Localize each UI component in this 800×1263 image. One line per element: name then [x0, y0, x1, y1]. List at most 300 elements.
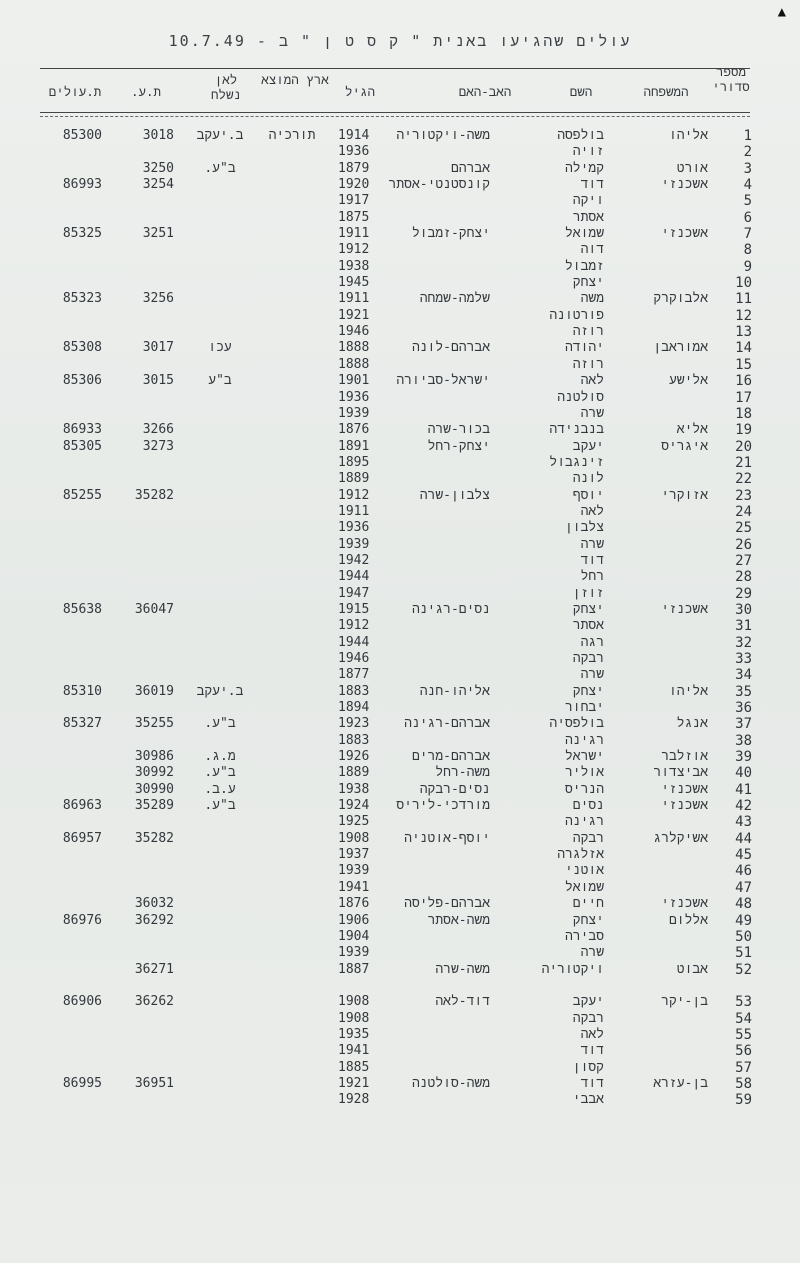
table-row	[0, 177, 800, 193]
family-name: אמוראבן	[653, 340, 708, 356]
row-number: 2	[743, 144, 752, 161]
table-row	[0, 406, 800, 422]
first-name: זויה	[572, 144, 604, 160]
birth-year: 1928	[338, 1092, 370, 1108]
first-name: קמילה	[564, 160, 604, 176]
parents-names: מורדכי-ליריס	[396, 798, 490, 814]
birth-year: 1923	[338, 716, 370, 732]
parents-names: אליהו-חנה	[419, 683, 490, 699]
birth-year: 1889	[338, 471, 370, 487]
table-row	[0, 700, 800, 716]
destination: עכו	[208, 340, 232, 356]
table-row	[0, 1027, 800, 1043]
first-name: דוה	[580, 242, 604, 258]
first-name: שמואל	[564, 879, 604, 895]
table-row	[0, 1011, 800, 1027]
birth-year: 1914	[338, 128, 370, 143]
parents-names: משה-ויקטוריה	[396, 128, 490, 143]
first-name: צלבון	[564, 520, 604, 536]
row-number: 34	[735, 667, 752, 684]
first-name: לאה	[580, 503, 604, 519]
birth-year: 1912	[338, 487, 370, 503]
row-number: 28	[735, 569, 752, 586]
first-name: סבירה	[564, 928, 604, 944]
table-row	[0, 308, 800, 324]
table-row	[0, 128, 800, 144]
family-name: אלישע	[668, 373, 708, 389]
first-name: דוד	[580, 177, 604, 193]
ten-olim-number: 86995	[62, 1075, 102, 1091]
row-number: 54	[735, 1010, 752, 1027]
birth-year: 1936	[338, 520, 370, 536]
table-row	[0, 259, 800, 275]
table-row	[0, 602, 800, 618]
family-name: אלבוקרק	[653, 291, 708, 307]
first-name: אסתר	[572, 209, 604, 225]
birth-year: 1947	[338, 585, 370, 601]
ten-olim-number: 86993	[62, 177, 102, 193]
table-row	[0, 226, 800, 242]
row-number: 27	[735, 552, 752, 569]
family-name: אורט	[676, 160, 708, 176]
table-row	[0, 422, 800, 438]
table-row	[0, 520, 800, 536]
row-number: 10	[735, 275, 752, 292]
family-name: אשכנזי	[661, 798, 708, 814]
header-top-rule	[40, 68, 750, 69]
first-name: חיים	[572, 896, 604, 912]
parents-names: אברהם-מרים	[411, 749, 490, 765]
birth-year: 1885	[338, 1059, 370, 1075]
first-name: זינגבול	[549, 454, 604, 470]
row-number: 43	[735, 814, 752, 831]
table-row	[0, 1092, 800, 1108]
table-row	[0, 831, 800, 847]
birth-year: 1912	[338, 618, 370, 634]
birth-year: 1877	[338, 667, 370, 683]
birth-year: 1911	[338, 226, 370, 242]
te-number: 3256	[142, 291, 174, 307]
birth-year: 1944	[338, 569, 370, 585]
table-row	[0, 242, 800, 258]
birth-year: 1936	[338, 389, 370, 405]
te-number: 36047	[134, 601, 174, 617]
first-name: אזלגרה	[557, 847, 604, 863]
table-row	[0, 586, 800, 602]
birth-year: 1935	[338, 1026, 370, 1042]
table-row	[0, 733, 800, 749]
first-name: בנבנידה	[549, 422, 604, 438]
row-number: 45	[735, 847, 752, 864]
table-row	[0, 390, 800, 406]
row-number: 4	[743, 177, 752, 194]
family-name: אזוקרי	[661, 487, 708, 503]
row-number: 52	[735, 961, 752, 978]
table-row	[0, 455, 800, 471]
row-number: 33	[735, 651, 752, 667]
birth-year: 1938	[338, 781, 370, 797]
ten-olim-number: 85638	[62, 601, 102, 617]
row-number: 13	[735, 324, 752, 341]
row-number: 25	[735, 520, 752, 537]
ten-olim-number: 85323	[62, 291, 102, 307]
birth-year: 1908	[338, 1010, 370, 1026]
ten-olim-number: 86906	[62, 994, 102, 1010]
row-number: 46	[735, 863, 752, 880]
birth-year: 1888	[338, 356, 370, 372]
birth-year: 1921	[338, 1075, 370, 1091]
row-number: 14	[735, 340, 752, 357]
row-number: 19	[735, 422, 752, 439]
birth-year: 1906	[338, 912, 370, 928]
first-name: לאה	[580, 373, 604, 389]
row-number: 42	[735, 798, 752, 815]
family-name: אבוט	[676, 961, 708, 977]
birth-year: 1924	[338, 798, 370, 814]
ten-olim-number: 85325	[62, 226, 102, 242]
header-number: מספר סדורי	[712, 64, 750, 94]
parents-names: בכור-שרה	[427, 422, 490, 438]
family-name: בן-עזרא	[653, 1075, 708, 1091]
table-row	[0, 929, 800, 945]
first-name: לאה	[580, 1026, 604, 1042]
family-name: אשכנזי	[661, 896, 708, 912]
table-row	[0, 488, 800, 504]
parents-names: אברהם	[450, 160, 490, 176]
destination: ב"ע.	[204, 160, 236, 176]
destination: ע.ב.	[204, 781, 236, 797]
te-number: 35289	[134, 798, 174, 814]
row-number: 11	[735, 291, 752, 308]
first-name: בולפסה	[557, 128, 604, 143]
birth-year: 1908	[338, 994, 370, 1010]
ten-olim-number: 85310	[62, 683, 102, 699]
te-number: 35282	[134, 830, 174, 846]
parents-names: שלמה-שמחה	[419, 291, 490, 307]
table-row	[0, 324, 800, 340]
ten-olim-number: 86957	[62, 830, 102, 846]
corner-mark: ▲	[777, 4, 786, 20]
row-number: 55	[735, 1026, 752, 1043]
te-number: 3015	[142, 373, 174, 389]
table-row	[0, 618, 800, 634]
birth-year: 1911	[338, 503, 370, 519]
table-row	[0, 193, 800, 209]
birth-year: 1937	[338, 847, 370, 863]
family-name: בן-יקר	[661, 994, 708, 1010]
header-ten-olim: ת.עולים	[48, 84, 102, 99]
birth-year: 1908	[338, 830, 370, 846]
row-number: 6	[743, 209, 752, 226]
row-number: 21	[735, 454, 752, 471]
birth-year: 1883	[338, 683, 370, 699]
first-name: הנריס	[564, 781, 604, 797]
parents-names: אברהם-פליסה	[404, 896, 490, 912]
family-name: אוזלבר	[661, 749, 708, 765]
table-row	[0, 1043, 800, 1059]
first-name: בולפסיה	[549, 716, 604, 732]
table-body	[0, 128, 800, 1109]
row-number: 47	[735, 879, 752, 896]
row-number: 15	[735, 356, 752, 373]
table-row	[0, 291, 800, 307]
first-name: משה	[580, 291, 604, 307]
parents-names: יוסף-אוטניה	[404, 830, 490, 846]
header-to-where: לאן נשלח	[210, 72, 241, 102]
first-name: סולטנה	[557, 389, 604, 405]
first-name: זוזן	[572, 585, 604, 601]
birth-year: 1876	[338, 896, 370, 912]
row-number: 24	[735, 503, 752, 520]
row-number: 49	[735, 912, 752, 929]
first-name: יצחק	[572, 683, 604, 699]
birth-year: 1939	[338, 945, 370, 961]
table-row	[0, 537, 800, 553]
te-number: 30986	[134, 749, 174, 765]
row-number: 1	[743, 128, 752, 144]
page-title: עולים שהגיעו באנית " ק ס ט ן " ב - 10.7.49	[168, 32, 632, 50]
row-number: 17	[735, 389, 752, 406]
row-number: 12	[735, 307, 752, 324]
ten-olim-number: 86963	[62, 798, 102, 814]
birth-year: 1941	[338, 879, 370, 895]
table-row	[0, 144, 800, 160]
first-name: רגה	[580, 634, 604, 650]
family-name: אללום	[668, 912, 708, 928]
birth-year: 1945	[338, 275, 370, 291]
table-row	[0, 635, 800, 651]
row-number: 30	[735, 601, 752, 618]
first-name: רוזה	[572, 356, 604, 372]
row-number: 44	[735, 830, 752, 847]
parents-names: משה-שרה	[435, 961, 490, 977]
first-name: ויקה	[572, 193, 604, 209]
family-name: אשכנזי	[661, 226, 708, 242]
birth-year: 1911	[338, 291, 370, 307]
family-name: אליהו	[668, 683, 708, 699]
birth-year: 1936	[338, 144, 370, 160]
family-name: אביצדור	[653, 765, 708, 781]
parents-names: ישראל-סביורה	[396, 373, 490, 389]
row-number: 58	[735, 1075, 752, 1092]
birth-year: 1942	[338, 552, 370, 568]
header-origin: ארץ המוצא	[261, 72, 329, 87]
table-header	[0, 58, 800, 114]
row-number: 48	[735, 896, 752, 913]
parents-names: משה-רחל	[435, 765, 490, 781]
row-number: 36	[735, 700, 752, 717]
birth-year: 1917	[338, 193, 370, 209]
birth-year: 1941	[338, 1043, 370, 1059]
te-number: 3254	[142, 177, 174, 193]
row-number: 56	[735, 1043, 752, 1060]
row-number: 51	[735, 945, 752, 962]
first-name: רבקה	[572, 651, 604, 666]
table-row	[0, 913, 800, 929]
first-name: ישראל	[564, 749, 604, 765]
row-number: 18	[735, 405, 752, 422]
row-number: 50	[735, 928, 752, 945]
table-row	[0, 275, 800, 291]
first-name: רבקה	[572, 1010, 604, 1026]
family-name: אשכנזי	[661, 601, 708, 617]
birth-year: 1888	[338, 340, 370, 356]
row-number: 7	[743, 226, 752, 243]
first-name: רוזה	[572, 324, 604, 340]
destination: ב"ע.	[204, 798, 236, 814]
first-name: שמואל	[564, 226, 604, 242]
te-number: 3018	[142, 128, 174, 143]
birth-year: 1920	[338, 177, 370, 193]
parents-names: יצחק-זמבול	[411, 226, 490, 242]
first-name: שרה	[580, 405, 604, 421]
ten-olim-number: 85305	[62, 438, 102, 454]
first-name: יהודה	[564, 340, 604, 356]
table-row	[0, 798, 800, 814]
row-number: 31	[735, 618, 752, 635]
birth-year: 1938	[338, 258, 370, 274]
birth-year: 1876	[338, 422, 370, 438]
parents-names: נסים-רגינה	[411, 601, 490, 617]
ten-olim-number: 85327	[62, 716, 102, 732]
te-number: 35282	[134, 487, 174, 503]
te-number: 30992	[134, 765, 174, 781]
table-row	[0, 896, 800, 912]
first-name: שרה	[580, 945, 604, 961]
row-number: 37	[735, 716, 752, 733]
table-row	[0, 210, 800, 226]
destination: ב.יעקב	[196, 683, 244, 699]
table-row	[0, 716, 800, 732]
ten-olim-number: 86976	[62, 912, 102, 928]
row-number: 41	[735, 781, 752, 798]
table-row	[0, 667, 800, 683]
row-number: 40	[735, 765, 752, 782]
first-name: אוליר	[564, 765, 604, 781]
table-row	[0, 749, 800, 765]
te-number: 36271	[134, 961, 174, 977]
te-number: 3266	[142, 422, 174, 438]
ten-olim-number: 85306	[62, 373, 102, 389]
row-number: 16	[735, 373, 752, 390]
first-name: זמבול	[564, 258, 604, 274]
parents-names: אברהם-לונה	[411, 340, 490, 356]
ten-olim-number: 85255	[62, 487, 102, 503]
table-row	[0, 994, 800, 1010]
parents-names: אברהם-רגינה	[404, 716, 490, 732]
birth-year: 1879	[338, 160, 370, 176]
table-row	[0, 863, 800, 879]
row-number: 26	[735, 536, 752, 553]
header-name: השם	[569, 84, 593, 99]
first-name: יצחק	[572, 601, 604, 617]
header-age: הגיל	[344, 84, 375, 99]
first-name: פורטונה	[549, 307, 604, 323]
te-number: 3017	[142, 340, 174, 356]
parents-names: צלבון-שרה	[419, 487, 490, 503]
first-name: דוד	[580, 1075, 604, 1091]
first-name: יבחור	[564, 700, 604, 716]
family-name: אשיקלרג	[653, 830, 708, 846]
header-parents: האב-האם	[458, 84, 512, 99]
te-number: 36019	[134, 683, 174, 699]
birth-year: 1946	[338, 324, 370, 340]
first-name: אסתר	[572, 618, 604, 634]
te-number: 36262	[134, 994, 174, 1010]
first-name: נסים	[572, 798, 604, 814]
te-number: 3250	[142, 160, 174, 176]
table-row	[0, 782, 800, 798]
birth-year: 1875	[338, 209, 370, 225]
birth-year: 1883	[338, 732, 370, 748]
family-name: איגריס	[661, 438, 708, 454]
row-number: 22	[735, 471, 752, 488]
birth-year: 1901	[338, 373, 370, 389]
birth-year: 1939	[338, 863, 370, 879]
te-number: 36032	[134, 896, 174, 912]
parents-names: יצחק-רחל	[427, 438, 490, 454]
te-number: 36951	[134, 1075, 174, 1091]
row-number: 8	[743, 242, 752, 259]
parents-names: משה-סולטנה	[411, 1075, 490, 1091]
first-name: לונה	[572, 471, 604, 487]
table-row	[0, 945, 800, 961]
birth-year: 1894	[338, 700, 370, 716]
first-name: יצחק	[572, 275, 604, 291]
first-name: יוסף	[572, 487, 604, 503]
origin-country: תורכיה	[268, 128, 316, 143]
ten-olim-number: 86933	[62, 422, 102, 438]
birth-year: 1939	[338, 536, 370, 552]
parents-names: נסים-רבקה	[419, 781, 490, 797]
table-row	[0, 1060, 800, 1076]
first-name: שרה	[580, 667, 604, 683]
birth-year: 1944	[338, 634, 370, 650]
first-name: קסון	[572, 1059, 604, 1075]
destination: ב"ע.	[204, 765, 236, 781]
row-number: 32	[735, 634, 752, 651]
ten-olim-number: 85300	[62, 128, 102, 143]
birth-year: 1946	[338, 651, 370, 666]
birth-year: 1891	[338, 438, 370, 454]
row-number: 5	[743, 193, 752, 210]
destination: ב"ע.	[204, 716, 236, 732]
row-number: 3	[743, 160, 752, 177]
table-row	[0, 814, 800, 830]
row-number: 38	[735, 732, 752, 749]
row-number: 23	[735, 487, 752, 504]
birth-year: 1912	[338, 242, 370, 258]
birth-year: 1889	[338, 765, 370, 781]
table-row	[0, 1076, 800, 1092]
first-name: יעקב	[572, 438, 604, 454]
table-row	[0, 651, 800, 667]
destination: ב"ע	[208, 373, 232, 389]
te-number: 35255	[134, 716, 174, 732]
family-name: אליהו	[668, 128, 708, 143]
table-row	[0, 504, 800, 520]
te-number: 3251	[142, 226, 174, 242]
birth-year: 1904	[338, 928, 370, 944]
birth-year: 1921	[338, 307, 370, 323]
birth-year: 1925	[338, 814, 370, 830]
birth-year: 1915	[338, 601, 370, 617]
table-row	[0, 439, 800, 455]
header-dashed-rule	[40, 116, 750, 117]
row-number: 59	[735, 1092, 752, 1109]
table-row	[0, 340, 800, 356]
birth-year: 1895	[338, 454, 370, 470]
